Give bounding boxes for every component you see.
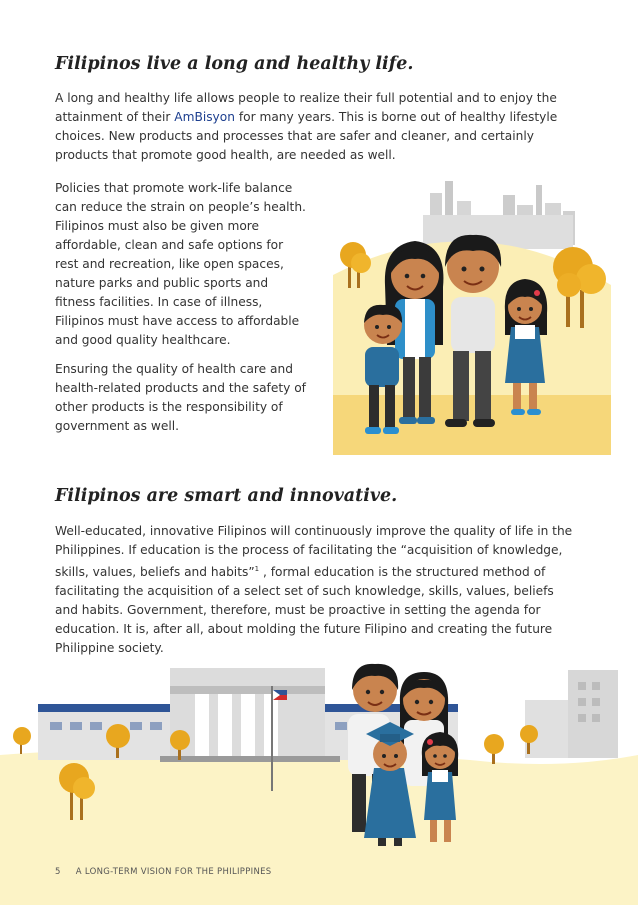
footer-title: A LONG-TERM VISION FOR THE PHILIPPINES xyxy=(75,867,272,877)
right-buildings xyxy=(525,670,618,758)
education-paragraph: Well-educated, innovative Filipinos will continuously improve the quality of life in the Philippines. If education is the process of facilitating the “acquisition of knowledge, skills, values, beliefs and habits”$^1$ , formal education is the structured method of facilitating the acquisition of a select set of such knowledge, skills, values, beliefs and habits. Government, therefore, must be proactive in setting the agenda for education. It is, after all, about molding the future Filipino and creating the future Philippine society. xyxy=(55,524,573,656)
section-heading-health: Filipinos live a long and healthy life. xyxy=(55,54,414,74)
footnote-marker: 1 xyxy=(254,565,260,573)
section-heading-education: Filipinos are smart and innovative. xyxy=(55,486,398,506)
page-footer xyxy=(55,867,271,877)
city-skyline xyxy=(423,181,575,249)
health-intro-paragraph: A long and healthy life allows people to realize their full potential and to enjoy the attainment of their AmBisyon for many years. This is borne out of healthy lifestyle choices. New products and processes that are safer and cleaner, and certainly products that promote good health, are needed as well. xyxy=(55,91,558,162)
family-park-illustration xyxy=(333,175,611,455)
ambisyon-brand-text: AmBisyon xyxy=(174,110,235,124)
page-number: 5 xyxy=(55,867,61,877)
quality-healthcare-paragraph: Ensuring the quality of health care and health-related products and the safety of other products is the responsibility of government as well. xyxy=(55,362,306,433)
work-life-paragraph: Policies that promote work-life balance can reduce the strain on people’s health. Filipinos must also be given more affordable, clean and safe options for rest and recreation, like open spaces, nature parks and public sports and fitness facilities. In case of illness, Filipinos must have access to affordable and good quality healthcare. xyxy=(55,181,306,347)
